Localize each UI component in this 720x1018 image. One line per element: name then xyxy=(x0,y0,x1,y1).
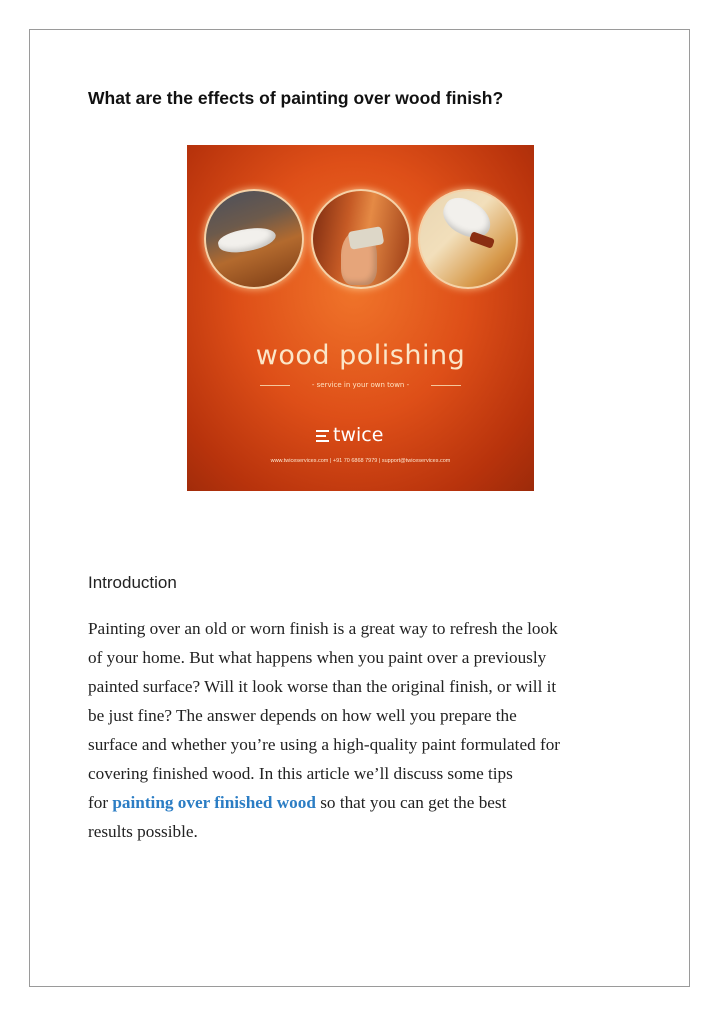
section-heading: Introduction xyxy=(88,573,177,592)
paragraph-line: painted surface? Will it look worse than the original finish, or will it xyxy=(88,677,557,696)
paragraph-line-with-link xyxy=(88,788,648,817)
paragraph-text: for xyxy=(88,793,113,812)
banner-contact-info: www.twiceservices.com | +91 70 6868 7979 | support@twiceservices.com xyxy=(270,458,451,464)
polishing-cloth-image xyxy=(348,226,385,250)
paragraph-text: so that you can get the best xyxy=(315,793,507,812)
polishing-photo-circle-2 xyxy=(311,189,411,289)
banner-divider-right xyxy=(431,385,461,386)
banner-brand: twice xyxy=(333,424,384,446)
wood-polishing-banner-image xyxy=(187,145,534,491)
paragraph-line: of your home. But what happens when you paint over a previously xyxy=(88,648,547,667)
paragraph-line: results possible. xyxy=(88,822,198,841)
polishing-photo-circle-3 xyxy=(418,189,518,289)
page-title: What are the effects of painting over wood finish? xyxy=(88,88,504,108)
polishing-photo-circle-1 xyxy=(204,189,304,289)
banner-subheading: - service in your own town - xyxy=(311,381,410,389)
document-page xyxy=(29,29,690,987)
paragraph-line: Painting over an old or worn finish is a great way to refresh the look xyxy=(88,619,558,638)
paragraph-line: surface and whether you’re using a high-quality paint formulated for xyxy=(88,735,561,754)
gloved-hand-image xyxy=(216,223,277,257)
paragraph-line: covering finished wood. In this article we’ll discuss some tips xyxy=(88,764,513,783)
intro-paragraph xyxy=(88,614,648,846)
brush-image xyxy=(469,231,495,249)
paragraph-line: be just fine? The answer depends on how well you prepare the xyxy=(88,706,517,725)
banner-heading: wood polishing xyxy=(255,340,466,371)
twice-logo-icon xyxy=(316,430,329,442)
painting-over-finished-wood-link[interactable]: painting over finished wood xyxy=(112,793,316,812)
